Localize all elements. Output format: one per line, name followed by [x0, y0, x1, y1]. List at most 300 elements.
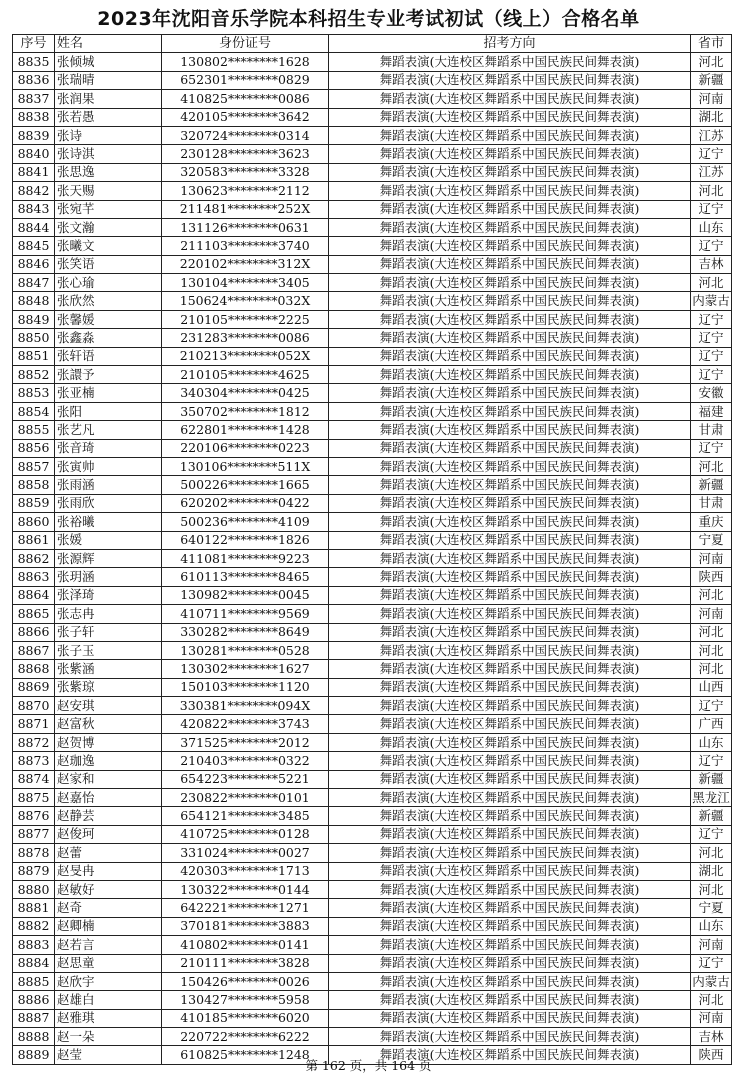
cell-seq: 8845 [13, 237, 55, 255]
cell-province: 辽宁 [691, 200, 732, 218]
cell-name: 赵俊珂 [55, 825, 162, 843]
cell-province: 甘肃 [691, 494, 732, 512]
cell-direction: 舞蹈表演(大连校区舞蹈系中国民族民间舞表演) [329, 733, 691, 751]
table-row [13, 255, 732, 273]
cell-province: 河北 [691, 623, 732, 641]
cell-province: 山东 [691, 218, 732, 236]
cell-seq: 8859 [13, 494, 55, 512]
cell-name: 张紫琼 [55, 678, 162, 696]
table-row [13, 715, 732, 733]
cell-id: 211103********3740 [162, 237, 329, 255]
cell-id: 640122********1826 [162, 531, 329, 549]
cell-name: 张笑语 [55, 255, 162, 273]
table-row [13, 402, 732, 420]
table-row [13, 862, 732, 880]
cell-name: 张诗 [55, 126, 162, 144]
cell-direction: 舞蹈表演(大连校区舞蹈系中国民族民间舞表演) [329, 660, 691, 678]
table-row [13, 237, 732, 255]
table-row [13, 733, 732, 751]
cell-direction: 舞蹈表演(大连校区舞蹈系中国民族民间舞表演) [329, 71, 691, 89]
cell-direction: 舞蹈表演(大连校区舞蹈系中国民族民间舞表演) [329, 880, 691, 898]
table-row [13, 586, 732, 604]
cell-id: 130802********1628 [162, 53, 329, 71]
cell-province: 江苏 [691, 126, 732, 144]
cell-province: 湖北 [691, 108, 732, 126]
cell-name: 张子玉 [55, 641, 162, 659]
cell-id: 150426********0026 [162, 972, 329, 990]
cell-direction: 舞蹈表演(大连校区舞蹈系中国民族民间舞表演) [329, 366, 691, 384]
cell-id: 410711********9569 [162, 605, 329, 623]
cell-direction: 舞蹈表演(大连校区舞蹈系中国民族民间舞表演) [329, 218, 691, 236]
cell-id: 642221********1271 [162, 899, 329, 917]
cell-name: 赵安琪 [55, 697, 162, 715]
cell-id: 410825********0086 [162, 90, 329, 108]
table-row [13, 384, 732, 402]
cell-seq: 8836 [13, 71, 55, 89]
cell-name: 赵欣宇 [55, 972, 162, 990]
cell-name: 张轩语 [55, 347, 162, 365]
table-row [13, 991, 732, 1009]
cell-name: 赵卿楠 [55, 917, 162, 935]
table-header-row [13, 35, 732, 53]
cell-seq: 8844 [13, 218, 55, 236]
cell-name: 张紫涵 [55, 660, 162, 678]
cell-id: 150103********1120 [162, 678, 329, 696]
table-row [13, 421, 732, 439]
cell-id: 211481********252X [162, 200, 329, 218]
cell-name: 赵雄白 [55, 991, 162, 1009]
table-row [13, 145, 732, 163]
cell-id: 652301********0829 [162, 71, 329, 89]
roster-table [12, 34, 732, 1065]
cell-direction: 舞蹈表演(大连校区舞蹈系中国民族民间舞表演) [329, 752, 691, 770]
cell-id: 210105********4625 [162, 366, 329, 384]
cell-name: 赵嘉怡 [55, 789, 162, 807]
cell-id: 420303********1713 [162, 862, 329, 880]
page-title: 2023年沈阳音乐学院本科招生专业考试初试（线上）合格名单 [97, 8, 640, 30]
cell-id: 654121********3485 [162, 807, 329, 825]
cell-id: 410802********0141 [162, 936, 329, 954]
cell-id: 230128********3623 [162, 145, 329, 163]
cell-name: 赵珈逸 [55, 752, 162, 770]
cell-name: 赵奇 [55, 899, 162, 917]
cell-seq: 8865 [13, 605, 55, 623]
cell-direction: 舞蹈表演(大连校区舞蹈系中国民族民间舞表演) [329, 917, 691, 935]
cell-id: 131126********0631 [162, 218, 329, 236]
cell-province: 新疆 [691, 71, 732, 89]
table-row [13, 182, 732, 200]
cell-direction: 舞蹈表演(大连校区舞蹈系中国民族民间舞表演) [329, 384, 691, 402]
cell-name: 张亚楠 [55, 384, 162, 402]
cell-direction: 舞蹈表演(大连校区舞蹈系中国民族民间舞表演) [329, 605, 691, 623]
cell-province: 宁夏 [691, 531, 732, 549]
cell-seq: 8882 [13, 917, 55, 935]
cell-province: 新疆 [691, 807, 732, 825]
cell-province: 吉林 [691, 255, 732, 273]
cell-province: 辽宁 [691, 439, 732, 457]
cell-name: 赵莹 [55, 1046, 162, 1064]
table-row [13, 880, 732, 898]
cell-province: 河北 [691, 586, 732, 604]
table-row [13, 825, 732, 843]
cell-name: 张鑫淼 [55, 329, 162, 347]
cell-province: 河南 [691, 1009, 732, 1027]
cell-seq: 8886 [13, 991, 55, 1009]
cell-id: 320724********0314 [162, 126, 329, 144]
table-row [13, 549, 732, 567]
cell-seq: 8841 [13, 163, 55, 181]
header-name: 姓名 [55, 35, 162, 53]
cell-id: 210213********052X [162, 347, 329, 365]
cell-seq: 8866 [13, 623, 55, 641]
cell-direction: 舞蹈表演(大连校区舞蹈系中国民族民间舞表演) [329, 402, 691, 420]
cell-province: 辽宁 [691, 954, 732, 972]
cell-direction: 舞蹈表演(大连校区舞蹈系中国民族民间舞表演) [329, 494, 691, 512]
cell-id: 410185********6020 [162, 1009, 329, 1027]
cell-direction: 舞蹈表演(大连校区舞蹈系中国民族民间舞表演) [329, 145, 691, 163]
cell-province: 河南 [691, 90, 732, 108]
cell-seq: 8867 [13, 641, 55, 659]
cell-name: 张天赐 [55, 182, 162, 200]
cell-seq: 8852 [13, 366, 55, 384]
cell-province: 江苏 [691, 163, 732, 181]
table-row [13, 494, 732, 512]
cell-seq: 8837 [13, 90, 55, 108]
cell-direction: 舞蹈表演(大连校区舞蹈系中国民族民间舞表演) [329, 899, 691, 917]
cell-name: 张譞予 [55, 366, 162, 384]
cell-name: 赵家和 [55, 770, 162, 788]
cell-seq: 8860 [13, 513, 55, 531]
cell-province: 河北 [691, 274, 732, 292]
cell-id: 130427********5958 [162, 991, 329, 1009]
cell-id: 220102********312X [162, 255, 329, 273]
table-row [13, 623, 732, 641]
table-row [13, 641, 732, 659]
cell-province: 河北 [691, 182, 732, 200]
table-row [13, 90, 732, 108]
cell-direction: 舞蹈表演(大连校区舞蹈系中国民族民间舞表演) [329, 586, 691, 604]
cell-direction: 舞蹈表演(大连校区舞蹈系中国民族民间舞表演) [329, 1046, 691, 1064]
cell-name: 张志冉 [55, 605, 162, 623]
cell-direction: 舞蹈表演(大连校区舞蹈系中国民族民间舞表演) [329, 715, 691, 733]
cell-seq: 8879 [13, 862, 55, 880]
cell-direction: 舞蹈表演(大连校区舞蹈系中国民族民间舞表演) [329, 807, 691, 825]
cell-direction: 舞蹈表演(大连校区舞蹈系中国民族民间舞表演) [329, 991, 691, 1009]
cell-name: 赵蕾 [55, 844, 162, 862]
table-row [13, 936, 732, 954]
cell-id: 220722********6222 [162, 1028, 329, 1046]
cell-province: 山东 [691, 917, 732, 935]
cell-name: 赵贺博 [55, 733, 162, 751]
cell-province: 辽宁 [691, 697, 732, 715]
cell-seq: 8885 [13, 972, 55, 990]
cell-direction: 舞蹈表演(大连校区舞蹈系中国民族民间舞表演) [329, 274, 691, 292]
cell-seq: 8880 [13, 880, 55, 898]
cell-name: 张诗淇 [55, 145, 162, 163]
table-row [13, 310, 732, 328]
cell-direction: 舞蹈表演(大连校区舞蹈系中国民族民间舞表演) [329, 641, 691, 659]
cell-seq: 8873 [13, 752, 55, 770]
table-row [13, 366, 732, 384]
cell-seq: 8864 [13, 586, 55, 604]
table-row [13, 218, 732, 236]
cell-name: 张倾城 [55, 53, 162, 71]
table-row [13, 789, 732, 807]
cell-id: 331024********0027 [162, 844, 329, 862]
cell-province: 辽宁 [691, 145, 732, 163]
cell-seq: 8869 [13, 678, 55, 696]
table-row [13, 274, 732, 292]
cell-direction: 舞蹈表演(大连校区舞蹈系中国民族民间舞表演) [329, 1009, 691, 1027]
cell-seq: 8887 [13, 1009, 55, 1027]
cell-id: 500236********4109 [162, 513, 329, 531]
cell-province: 辽宁 [691, 752, 732, 770]
cell-id: 230822********0101 [162, 789, 329, 807]
cell-province: 广西 [691, 715, 732, 733]
table-row [13, 807, 732, 825]
cell-province: 河北 [691, 991, 732, 1009]
cell-seq: 8839 [13, 126, 55, 144]
cell-name: 张心瑜 [55, 274, 162, 292]
cell-id: 330381********094X [162, 697, 329, 715]
cell-province: 辽宁 [691, 329, 732, 347]
table-row [13, 770, 732, 788]
cell-id: 654223********5221 [162, 770, 329, 788]
cell-seq: 8881 [13, 899, 55, 917]
cell-province: 河北 [691, 880, 732, 898]
cell-name: 张音琦 [55, 439, 162, 457]
cell-id: 411081********9223 [162, 549, 329, 567]
cell-province: 山东 [691, 733, 732, 751]
cell-seq: 8877 [13, 825, 55, 843]
table-row [13, 697, 732, 715]
cell-name: 张媛 [55, 531, 162, 549]
cell-direction: 舞蹈表演(大连校区舞蹈系中国民族民间舞表演) [329, 825, 691, 843]
cell-name: 赵旻冉 [55, 862, 162, 880]
cell-province: 河北 [691, 641, 732, 659]
cell-name: 张宛芊 [55, 200, 162, 218]
cell-province: 内蒙古 [691, 972, 732, 990]
cell-seq: 8870 [13, 697, 55, 715]
cell-id: 410725********0128 [162, 825, 329, 843]
table-row [13, 844, 732, 862]
cell-province: 山西 [691, 678, 732, 696]
header-seq: 序号 [13, 35, 55, 53]
cell-seq: 8874 [13, 770, 55, 788]
cell-province: 河北 [691, 844, 732, 862]
cell-direction: 舞蹈表演(大连校区舞蹈系中国民族民间舞表演) [329, 1028, 691, 1046]
cell-direction: 舞蹈表演(大连校区舞蹈系中国民族民间舞表演) [329, 126, 691, 144]
cell-id: 130623********2112 [162, 182, 329, 200]
cell-id: 130281********0528 [162, 641, 329, 659]
cell-province: 河北 [691, 457, 732, 475]
cell-id: 420105********3642 [162, 108, 329, 126]
cell-id: 320583********3328 [162, 163, 329, 181]
cell-seq: 8872 [13, 733, 55, 751]
table-row [13, 954, 732, 972]
cell-name: 张瑞晴 [55, 71, 162, 89]
cell-direction: 舞蹈表演(大连校区舞蹈系中国民族民间舞表演) [329, 476, 691, 494]
table-row [13, 1009, 732, 1027]
cell-seq: 8878 [13, 844, 55, 862]
table-body [13, 53, 732, 1064]
cell-id: 500226********1665 [162, 476, 329, 494]
cell-province: 重庆 [691, 513, 732, 531]
cell-id: 210403********0322 [162, 752, 329, 770]
cell-seq: 8861 [13, 531, 55, 549]
cell-direction: 舞蹈表演(大连校区舞蹈系中国民族民间舞表演) [329, 770, 691, 788]
cell-seq: 8849 [13, 310, 55, 328]
cell-direction: 舞蹈表演(大连校区舞蹈系中国民族民间舞表演) [329, 678, 691, 696]
cell-direction: 舞蹈表演(大连校区舞蹈系中国民族民间舞表演) [329, 310, 691, 328]
cell-province: 福建 [691, 402, 732, 420]
cell-seq: 8884 [13, 954, 55, 972]
cell-name: 张雨涵 [55, 476, 162, 494]
cell-province: 宁夏 [691, 899, 732, 917]
cell-direction: 舞蹈表演(大连校区舞蹈系中国民族民间舞表演) [329, 163, 691, 181]
cell-province: 吉林 [691, 1028, 732, 1046]
table-row [13, 531, 732, 549]
cell-name: 赵若言 [55, 936, 162, 954]
cell-name: 张馨媛 [55, 310, 162, 328]
cell-id: 370181********3883 [162, 917, 329, 935]
cell-id: 220106********0223 [162, 439, 329, 457]
table-row [13, 126, 732, 144]
cell-direction: 舞蹈表演(大连校区舞蹈系中国民族民间舞表演) [329, 972, 691, 990]
page-footer: 第 162 页，共 164 页 [305, 1058, 432, 1073]
table-row [13, 457, 732, 475]
cell-province: 湖北 [691, 862, 732, 880]
table-row [13, 568, 732, 586]
table-row [13, 439, 732, 457]
cell-direction: 舞蹈表演(大连校区舞蹈系中国民族民间舞表演) [329, 697, 691, 715]
cell-seq: 8889 [13, 1046, 55, 1064]
header-id: 身份证号 [162, 35, 329, 53]
cell-direction: 舞蹈表演(大连校区舞蹈系中国民族民间舞表演) [329, 53, 691, 71]
cell-direction: 舞蹈表演(大连校区舞蹈系中国民族民间舞表演) [329, 108, 691, 126]
cell-direction: 舞蹈表演(大连校区舞蹈系中国民族民间舞表演) [329, 457, 691, 475]
table-row [13, 292, 732, 310]
cell-id: 340304********0425 [162, 384, 329, 402]
cell-seq: 8856 [13, 439, 55, 457]
cell-direction: 舞蹈表演(大连校区舞蹈系中国民族民间舞表演) [329, 531, 691, 549]
table-row [13, 329, 732, 347]
cell-name: 赵富秋 [55, 715, 162, 733]
cell-id: 130982********0045 [162, 586, 329, 604]
cell-direction: 舞蹈表演(大连校区舞蹈系中国民族民间舞表演) [329, 347, 691, 365]
cell-name: 张雨欣 [55, 494, 162, 512]
cell-id: 622801********1428 [162, 421, 329, 439]
cell-province: 陕西 [691, 568, 732, 586]
cell-seq: 8888 [13, 1028, 55, 1046]
cell-province: 辽宁 [691, 825, 732, 843]
cell-name: 张泽琦 [55, 586, 162, 604]
cell-direction: 舞蹈表演(大连校区舞蹈系中国民族民间舞表演) [329, 844, 691, 862]
cell-name: 赵思童 [55, 954, 162, 972]
cell-id: 130302********1627 [162, 660, 329, 678]
cell-id: 610113********8465 [162, 568, 329, 586]
table-row [13, 972, 732, 990]
table-row [13, 1028, 732, 1046]
cell-seq: 8838 [13, 108, 55, 126]
cell-province: 河南 [691, 549, 732, 567]
table-row [13, 476, 732, 494]
cell-seq: 8883 [13, 936, 55, 954]
cell-id: 210105********2225 [162, 310, 329, 328]
cell-seq: 8871 [13, 715, 55, 733]
cell-province: 辽宁 [691, 310, 732, 328]
cell-seq: 8848 [13, 292, 55, 310]
cell-direction: 舞蹈表演(大连校区舞蹈系中国民族民间舞表演) [329, 90, 691, 108]
cell-name: 张曦文 [55, 237, 162, 255]
cell-name: 张文瀚 [55, 218, 162, 236]
cell-id: 330282********8649 [162, 623, 329, 641]
cell-seq: 8847 [13, 274, 55, 292]
cell-province: 内蒙古 [691, 292, 732, 310]
cell-name: 张玥涵 [55, 568, 162, 586]
cell-direction: 舞蹈表演(大连校区舞蹈系中国民族民间舞表演) [329, 421, 691, 439]
table-row [13, 163, 732, 181]
cell-name: 张阳 [55, 402, 162, 420]
cell-id: 130322********0144 [162, 880, 329, 898]
cell-direction: 舞蹈表演(大连校区舞蹈系中国民族民间舞表演) [329, 439, 691, 457]
cell-name: 张润果 [55, 90, 162, 108]
cell-seq: 8842 [13, 182, 55, 200]
cell-seq: 8875 [13, 789, 55, 807]
cell-direction: 舞蹈表演(大连校区舞蹈系中国民族民间舞表演) [329, 255, 691, 273]
cell-direction: 舞蹈表演(大连校区舞蹈系中国民族民间舞表演) [329, 237, 691, 255]
cell-seq: 8868 [13, 660, 55, 678]
cell-seq: 8863 [13, 568, 55, 586]
cell-seq: 8851 [13, 347, 55, 365]
cell-seq: 8853 [13, 384, 55, 402]
table-row [13, 899, 732, 917]
header-direction: 招考方向 [329, 35, 691, 53]
cell-seq: 8857 [13, 457, 55, 475]
cell-direction: 舞蹈表演(大连校区舞蹈系中国民族民间舞表演) [329, 954, 691, 972]
table-row [13, 660, 732, 678]
cell-id: 231283********0086 [162, 329, 329, 347]
cell-id: 130106********511X [162, 457, 329, 475]
cell-direction: 舞蹈表演(大连校区舞蹈系中国民族民间舞表演) [329, 549, 691, 567]
table-row [13, 605, 732, 623]
cell-direction: 舞蹈表演(大连校区舞蹈系中国民族民间舞表演) [329, 292, 691, 310]
cell-province: 河南 [691, 605, 732, 623]
cell-seq: 8850 [13, 329, 55, 347]
cell-name: 张欣然 [55, 292, 162, 310]
cell-seq: 8862 [13, 549, 55, 567]
cell-name: 张思逸 [55, 163, 162, 181]
table-row [13, 53, 732, 71]
table-row [13, 71, 732, 89]
cell-direction: 舞蹈表演(大连校区舞蹈系中国民族民间舞表演) [329, 789, 691, 807]
cell-name: 张源辉 [55, 549, 162, 567]
cell-province: 辽宁 [691, 237, 732, 255]
cell-id: 420822********3743 [162, 715, 329, 733]
cell-province: 辽宁 [691, 347, 732, 365]
cell-province: 甘肃 [691, 421, 732, 439]
table-row [13, 347, 732, 365]
cell-seq: 8858 [13, 476, 55, 494]
cell-id: 150624********032X [162, 292, 329, 310]
cell-province: 河北 [691, 660, 732, 678]
cell-direction: 舞蹈表演(大连校区舞蹈系中国民族民间舞表演) [329, 936, 691, 954]
cell-seq: 8840 [13, 145, 55, 163]
cell-province: 辽宁 [691, 366, 732, 384]
cell-name: 赵雅琪 [55, 1009, 162, 1027]
cell-direction: 舞蹈表演(大连校区舞蹈系中国民族民间舞表演) [329, 568, 691, 586]
cell-name: 张裕曦 [55, 513, 162, 531]
